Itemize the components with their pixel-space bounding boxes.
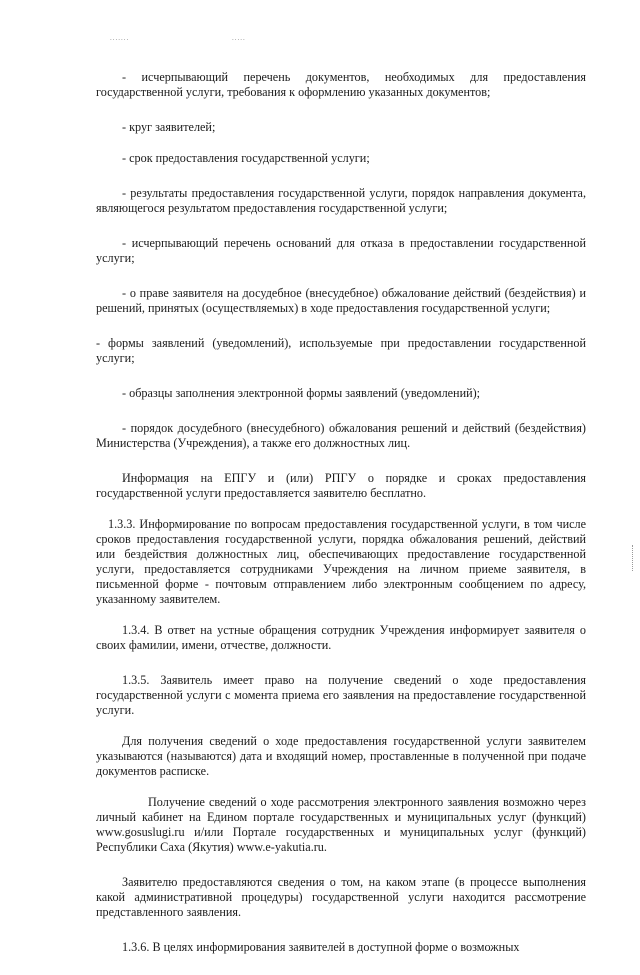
paragraph-appeal-right: - о праве заявителя на досудебное (внесудебное) обжалование действий (бездействия) и решений, принятых (осуществляемых) в ходе предоставления государственной услуги; — [96, 286, 586, 315]
scan-edge-mark — [632, 545, 634, 571]
paragraph-appeal-procedure: - порядок досудебного (внесудебного) обжалования решений и действий (бездействия) Министерства (Учреждения), а также его должностных лиц. — [96, 421, 586, 450]
paragraph-service-results: - результаты предоставления государственной услуги, порядок направления документа, являющегося результатом предоставления государственной услуги; — [96, 186, 586, 215]
paragraph-stage-information: Заявителю предоставляются сведения о том, на каком этапе (в процессе выполнения какой административной процедуры) государственной услуги находится рассмотрение представленного заявления. — [96, 875, 586, 919]
paragraph-applicants: - круг заявителей; — [122, 120, 216, 134]
paragraph-electronic-status: Получение сведений о ходе рассмотрения электронного заявления возможно через личный кабинет на Едином портале государственных и муниципальных услуг (функций) www.gosuslugi.ru и/или Портале государственных и муниципальных услуг (функций) Республики Саха (Якутия) www.e-yakutia.ru. — [96, 795, 586, 854]
document-body — [96, 70, 586, 975]
header-mark-left: ....... — [110, 34, 130, 42]
paragraph-application-forms: - формы заявлений (уведомлений), используемые при предоставлении государственной услуги; — [96, 336, 586, 365]
paragraph-refusal-grounds: - исчерпывающий перечень оснований для отказа в предоставлении государственной услуги; — [96, 236, 586, 265]
header-mark-right: ..... — [232, 34, 246, 42]
paragraph-1-3-6: 1.3.6. В целях информирования заявителей в доступной форме о возможных — [122, 940, 520, 954]
paragraph-service-term: - срок предоставления государственной услуги; — [122, 151, 370, 165]
paragraph-1-3-3: 1.3.3. Информирование по вопросам предоставления государственной услуги, в том числе сроков предоставления государственной услуги, порядка обжалования решений, действий или бездействия должностных лиц, обеспечивающих предоставление государственной услуги, предоставляется сотрудниками Учреждения на личном приеме заявителя, в письменной форме - почтовым отправлением либо электронным сообщением по адресу, указанному заявителем. — [96, 517, 586, 606]
paragraph-form-samples: - образцы заполнения электронной формы заявлений (уведомлений); — [122, 386, 481, 400]
paragraph-1-3-5: 1.3.5. Заявитель имеет право на получение сведений о ходе предоставления государственной услуги с момента приема его заявления на предоставление государственной услуги. — [96, 673, 586, 717]
paragraph-1-3-4: 1.3.4. В ответ на устные обращения сотрудник Учреждения информирует заявителя о своих фамилии, имени, отчестве, должности. — [96, 623, 586, 652]
header-marks — [110, 34, 346, 42]
paragraph-required-documents: - исчерпывающий перечень документов, необходимых для предоставления государственной услуги, требования к оформлению указанных документов; — [96, 70, 586, 99]
paragraph-free-information: Информация на ЕПГУ и (или) РПГУ о порядке и сроках предоставления государственной услуги предоставляется заявителю бесплатно. — [96, 471, 586, 500]
paragraph-status-inquiry: Для получения сведений о ходе предоставления государственной услуги заявителем указываются (называются) дата и входящий номер, проставленные в полученной при подаче документов расписке. — [96, 734, 586, 778]
